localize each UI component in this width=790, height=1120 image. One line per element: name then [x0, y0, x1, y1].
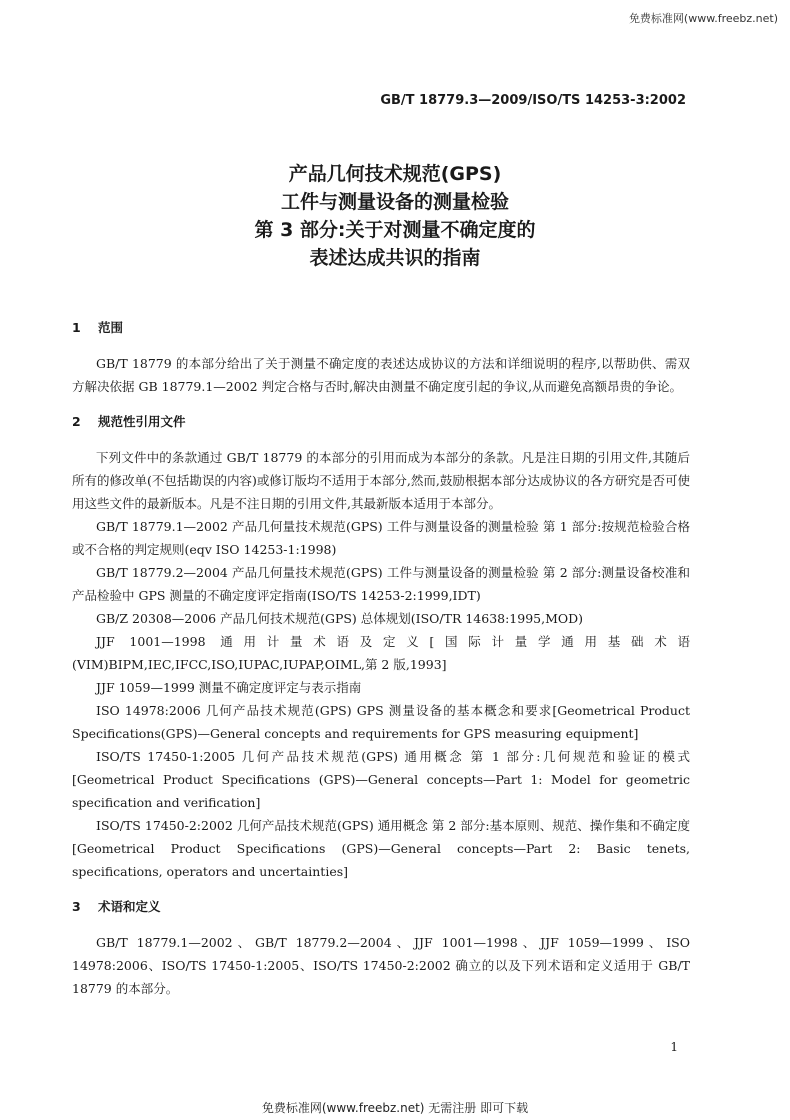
document-body: [72, 316, 690, 1000]
section-number: 1: [72, 320, 81, 335]
reference-item: ISO 14978:2006 几何产品技术规范(GPS) GPS 测量设备的基本概念和要求[Geometrical Product Specifications(GPS)—General concepts and requirements for GPS measuring equipment]: [72, 703, 690, 741]
watermark-bottom: 免费标准网(www.freebz.net) 无需注册 即可下载: [261, 1101, 529, 1115]
title-line-1: 产品几何技术规范(GPS): [288, 163, 502, 185]
section-3-paragraph: GB/T 18779.1—2002、GB/T 18779.2—2004、JJF 1001—1998、JJF 1059—1999、ISO 14978:2006、ISO/TS 17450-1:2005、ISO/TS 17450-2:2002 确立的以及下列术语和定义适用于 GB/T 18779 的本部分。: [72, 935, 690, 996]
reference-item: ISO/TS 17450-1:2005 几何产品技术规范(GPS) 通用概念 第 1 部分:几何规范和验证的模式[Geometrical Product Specifications (GPS)—General concepts—Part 1: Model for geometric specification and verification]: [72, 749, 690, 810]
watermark-top: 免费标准网(www.freebz.net): [628, 12, 778, 25]
section-number: 3: [72, 899, 81, 914]
section-title: 规范性引用文件: [98, 414, 186, 429]
reference-item: GB/T 18779.2—2004 产品几何量技术规范(GPS) 工件与测量设备的测量检验 第 2 部分:测量设备校准和产品检验中 GPS 测量的不确定度评定指南(ISO/TS 14253-2:1999,IDT): [72, 565, 690, 603]
section-2-paragraph: 下列文件中的条款通过 GB/T 18779 的本部分的引用而成为本部分的条款。凡是注日期的引用文件,其随后所有的修改单(不包括勘误的内容)或修订版均不适用于本部分,然而,鼓励根据本部分达成协议的各方研究是否可使用这些文件的最新版本。凡是不注日期的引用文件,其最新版本适用于本部分。: [72, 450, 690, 511]
section-title: 术语和定义: [98, 899, 161, 914]
reference-item: GB/T 18779.1—2002 产品几何量技术规范(GPS) 工件与测量设备的测量检验 第 1 部分:按规范检验合格或不合格的判定规则(eqv ISO 14253-1:1998): [72, 519, 690, 557]
title-line-4: 表述达成共识的指南: [309, 247, 481, 269]
section-2-heading: [72, 410, 690, 433]
reference-item: GB/Z 20308—2006 产品几何技术规范(GPS) 总体规划(ISO/TR 14638:1995,MOD): [96, 611, 584, 626]
standard-code: GB/T 18779.3—2009/ISO/TS 14253-3:2002: [380, 93, 686, 108]
reference-item: JJF 1059—1999 测量不确定度评定与表示指南: [96, 680, 362, 695]
section-3-heading: [72, 895, 690, 918]
section-1-paragraph: GB/T 18779 的本部分给出了关于测量不确定度的表述达成协议的方法和详细说明的程序,以帮助供、需双方解决依据 GB 18779.1—2002 判定合格与否时,解决由测量不确定度引起的争议,从而避免高额昂贵的争论。: [72, 356, 690, 394]
section-1-heading: [72, 316, 690, 339]
reference-item: JJF 1001—1998 通用计量术语及定义[国际计量学通用基础术语(VIM)BIPM,IEC,IFCC,ISO,IUPAC,IUPAP,OIML,第 2 版,1993]: [72, 634, 690, 672]
section-title: 范围: [98, 320, 124, 335]
reference-item: ISO/TS 17450-2:2002 几何产品技术规范(GPS) 通用概念 第 2 部分:基本原则、规范、操作集和不确定度[Geometrical Product Specifications (GPS)—General concepts—Part 2: Basic tenets, specifications, operators and uncertainties]: [72, 818, 690, 879]
document-title: [0, 160, 790, 272]
page-number: 1: [670, 1040, 678, 1054]
section-number: 2: [72, 414, 81, 429]
title-line-2: 工件与测量设备的测量检验: [280, 191, 509, 213]
title-line-3: 第 3 部分:关于对测量不确定度的: [254, 219, 536, 241]
